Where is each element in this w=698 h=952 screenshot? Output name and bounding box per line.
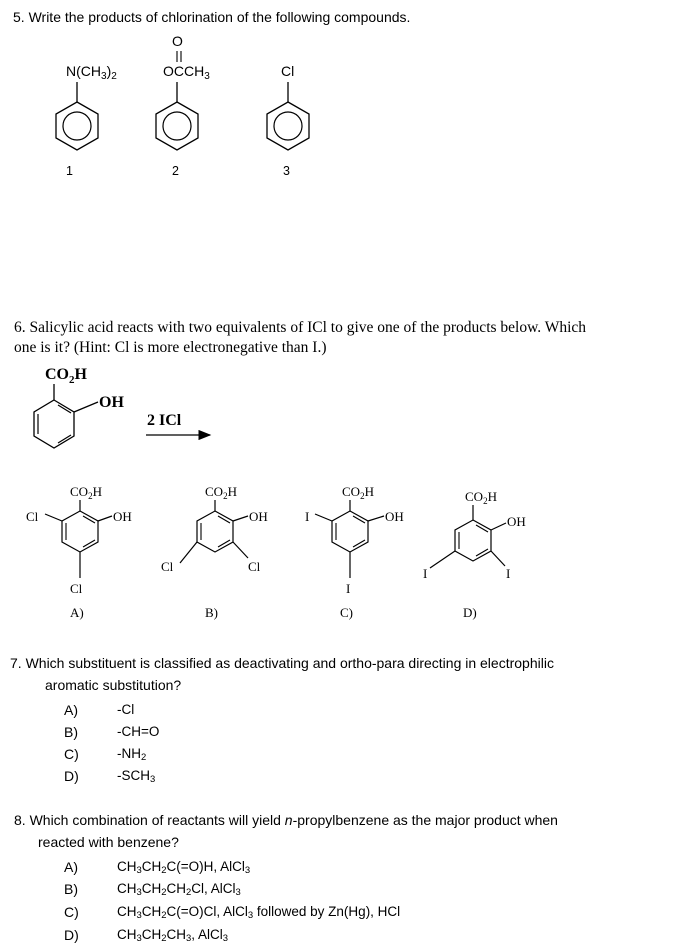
svg-text:I: I bbox=[346, 581, 351, 596]
q6-reagent: 2 ICl bbox=[147, 412, 182, 429]
q7-question-line2: aromatic substitution? bbox=[45, 677, 182, 693]
q6-product-b bbox=[161, 484, 268, 620]
q8-option-b-text: $CH_3CH_2CH_2Cl$, AlCl$_3$ bbox=[117, 881, 241, 898]
product-co2h: $CO_2H$ bbox=[465, 489, 497, 506]
q5-compound-2 bbox=[156, 33, 210, 178]
svg-text:OH: OH bbox=[249, 509, 268, 524]
q8-option-c-text: $CH_3CH_2C(=O)Cl$, AlCl$_3$ followed by Zn(Hg), HCl bbox=[117, 904, 401, 921]
q5-compound-3 bbox=[267, 63, 309, 178]
q5-question: 5. Write the products of chlorination of the following compounds. bbox=[13, 9, 411, 25]
svg-text:OH: OH bbox=[507, 514, 526, 529]
q5-compound-1-label: 1 bbox=[66, 164, 73, 178]
svg-text:I: I bbox=[506, 566, 511, 581]
q7-option-a-text: -Cl bbox=[117, 702, 135, 717]
q6-question-line2: one is it? (Hint: Cl is more electronegative than I.) bbox=[14, 339, 327, 356]
q8-option-a-text: $CH_3CH_2C(=O)H$, AlCl$_3$ bbox=[117, 859, 251, 876]
svg-text:Cl: Cl bbox=[248, 559, 261, 574]
benzene-ring bbox=[267, 102, 309, 150]
q7-option-c-text: $-NH_2$ bbox=[117, 746, 147, 763]
q7-question-line1: 7. Which substituent is classified as deactivating and ortho-para directing in electrophilic bbox=[10, 655, 554, 671]
q7-option-d-letter: D) bbox=[64, 768, 79, 784]
q6-reactant-salicylic-acid bbox=[34, 366, 124, 448]
svg-text:Cl: Cl bbox=[161, 559, 174, 574]
q5-compound-3-label: 3 bbox=[283, 164, 290, 178]
q7-option-b-letter: B) bbox=[64, 724, 78, 740]
product-co2h: $CO_2H$ bbox=[342, 484, 374, 501]
q7-option-d-text: $-SCH_3$ bbox=[117, 768, 156, 785]
q7-option-b-text: -CH=O bbox=[117, 724, 160, 739]
q6-question-line1: 6. Salicylic acid reacts with two equivalents of ICl to give one of the products below. Which bbox=[14, 319, 587, 336]
q7-option-c-letter: C) bbox=[64, 746, 79, 762]
q6-reactant-oh: OH bbox=[99, 394, 124, 411]
q5-compound-2-carbonyl-o: O bbox=[172, 33, 183, 49]
svg-text:I: I bbox=[305, 509, 310, 524]
product-label: A) bbox=[70, 605, 84, 620]
q8-option-a-letter: A) bbox=[64, 859, 78, 875]
product-label: B) bbox=[205, 605, 218, 620]
svg-text:I: I bbox=[423, 566, 428, 581]
svg-text:Cl: Cl bbox=[70, 581, 83, 596]
benzene-ring bbox=[34, 400, 74, 448]
q5-compound-2-substituent: $OCCH_3$ bbox=[163, 63, 210, 82]
q7-option-a-letter: A) bbox=[64, 702, 78, 718]
product-label: D) bbox=[463, 605, 477, 620]
q5-compound-1 bbox=[56, 63, 117, 178]
product-co2h: $CO_2H$ bbox=[205, 484, 237, 501]
q6-product-d bbox=[423, 489, 526, 620]
benzene-ring bbox=[156, 102, 198, 150]
q6-product-a bbox=[26, 484, 132, 620]
q8-option-d-letter: D) bbox=[64, 927, 79, 943]
q6-reactant-co2h: $CO_2H$ bbox=[45, 366, 87, 386]
q8-option-b-letter: B) bbox=[64, 881, 78, 897]
product-label: C) bbox=[340, 605, 353, 620]
q5-compound-1-substituent: $N(CH_3)_2$ bbox=[66, 63, 117, 82]
product-co2h: $CO_2H$ bbox=[70, 484, 102, 501]
benzene-ring bbox=[56, 102, 98, 150]
q8-option-c-letter: C) bbox=[64, 904, 79, 920]
q8-question-line2: reacted with benzene? bbox=[38, 834, 179, 850]
q8-question-line1: 8. Which combination of reactants will yield n-propylbenzene as the major product when bbox=[14, 812, 558, 828]
svg-text:OH: OH bbox=[385, 509, 404, 524]
q5-compound-3-substituent: Cl bbox=[281, 63, 295, 79]
q5-compound-2-label: 2 bbox=[172, 164, 179, 178]
svg-text:Cl: Cl bbox=[26, 509, 39, 524]
svg-text:OH: OH bbox=[113, 509, 132, 524]
q6-product-c bbox=[305, 484, 404, 620]
q8-option-d-text: $CH_3CH_2CH_3$, AlCl$_3$ bbox=[117, 927, 229, 944]
